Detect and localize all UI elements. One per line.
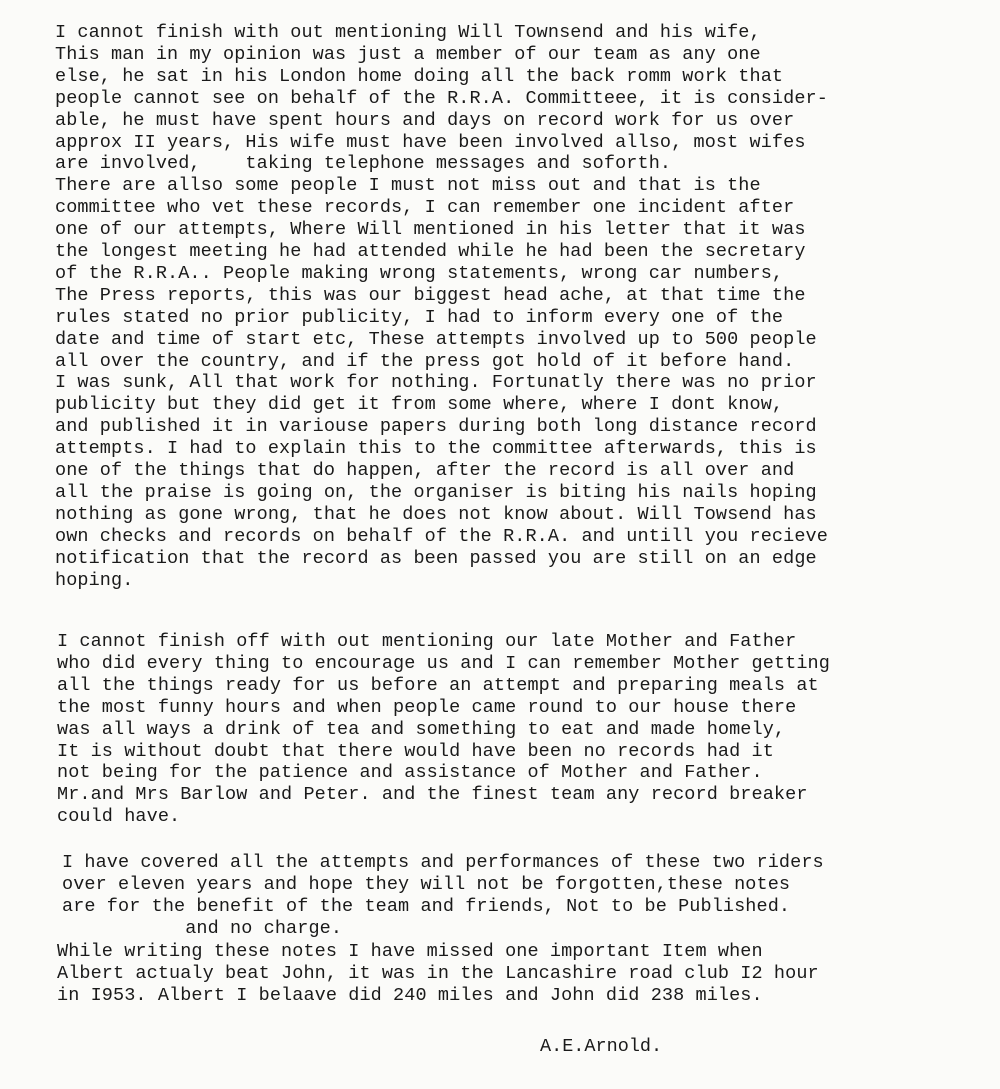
text-line: could have. bbox=[57, 806, 181, 828]
text-line: people cannot see on behalf of the R.R.A. Committeee, it is consider- bbox=[55, 87, 828, 109]
text-line: date and time of start etc, These attempts involved up to 500 people bbox=[55, 328, 817, 350]
text-line: attempts. I had to explain this to the committee afterwards, this is bbox=[55, 438, 817, 460]
text-line: While writing these notes I have missed one important Item when bbox=[57, 941, 763, 962]
text-line: I was sunk, All that work for nothing. Fortunatly there was no prior bbox=[55, 372, 817, 394]
text-line: who did every thing to encourage us and I can remember Mother getting bbox=[57, 652, 830, 674]
text-line: approx II years, His wife must have been involved allso, most wifes bbox=[55, 131, 806, 153]
text-line: of the R.R.A.. People making wrong statements, wrong car numbers, bbox=[55, 262, 784, 284]
text-line: the most funny hours and when people came round to our house there bbox=[57, 696, 797, 718]
text-line: Albert actualy beat John, it was in the Lancashire road club I2 hour bbox=[57, 963, 819, 984]
text-line: nothing as gone wrong, that he does not know about. Will Towsend has bbox=[55, 503, 817, 525]
text-line: hoping. bbox=[55, 569, 134, 591]
text-line: in I953. Albert I belaave did 240 miles and John did 238 miles. bbox=[57, 985, 763, 1006]
text-line: rules stated no prior publicity, I had to inform every one of the bbox=[55, 306, 784, 328]
text-line: not being for the patience and assistance of Mother and Father. bbox=[57, 762, 763, 784]
text-line: committee who vet these records, I can remember one incident after bbox=[55, 197, 795, 219]
text-line: one of the things that do happen, after the record is all over and bbox=[55, 460, 795, 481]
text-line: all the things ready for us before an attempt and preparing meals at bbox=[57, 674, 819, 696]
text-line: The Press reports, this was our biggest head ache, at that time the bbox=[55, 284, 806, 306]
text-line: own checks and records on behalf of the R.R.A. and untill you recieve bbox=[55, 525, 828, 547]
text-line: was all ways a drink of tea and something to eat and made homely, bbox=[57, 718, 786, 740]
text-line: There are allso some people I must not miss out and that is the bbox=[55, 175, 761, 197]
text-line: over eleven years and hope they will not be forgotten,these notes bbox=[62, 874, 791, 895]
text-line: Mr.and Mrs Barlow and Peter. and the finest team any record breaker bbox=[57, 784, 808, 806]
text-line: and no charge. bbox=[62, 918, 343, 939]
text-line: the longest meeting he had attended while he had been the secretary bbox=[55, 241, 806, 262]
text-line: are involved, taking telephone messages and soforth. bbox=[55, 153, 672, 175]
text-line: else, he sat in his London home doing all the back romm work that bbox=[55, 65, 784, 87]
text-line: and published it in variouse papers during both long distance record bbox=[55, 416, 817, 438]
text-line: one of our attempts, Where Will mentioned in his letter that it was bbox=[55, 219, 806, 241]
text-line: publicity but they did get it from some where, where I dont know, bbox=[55, 394, 784, 416]
text-line: It is without doubt that there would have been no records had it bbox=[57, 740, 774, 762]
text-line: are for the benefit of the team and friends, Not to be Published. bbox=[62, 896, 791, 917]
text-line: able, he must have spent hours and days on record work for us over bbox=[55, 109, 795, 131]
text-line: I cannot finish with out mentioning Will Townsend and his wife, bbox=[55, 22, 761, 43]
text-line: I have covered all the attempts and performances of these two riders bbox=[62, 852, 824, 873]
text-line: This man in my opinion was just a member of our team as any one bbox=[55, 43, 761, 65]
text-line: all over the country, and if the press got hold of it before hand. bbox=[55, 350, 795, 372]
text-line: all the praise is going on, the organiser is biting his nails hoping bbox=[55, 481, 817, 503]
text-line: notification that the record as been passed you are still on an edge bbox=[55, 547, 817, 569]
text-line: I cannot finish off with out mentioning our late Mother and Father bbox=[57, 631, 797, 652]
signature-name: A.E.Arnold. bbox=[540, 1036, 663, 1057]
